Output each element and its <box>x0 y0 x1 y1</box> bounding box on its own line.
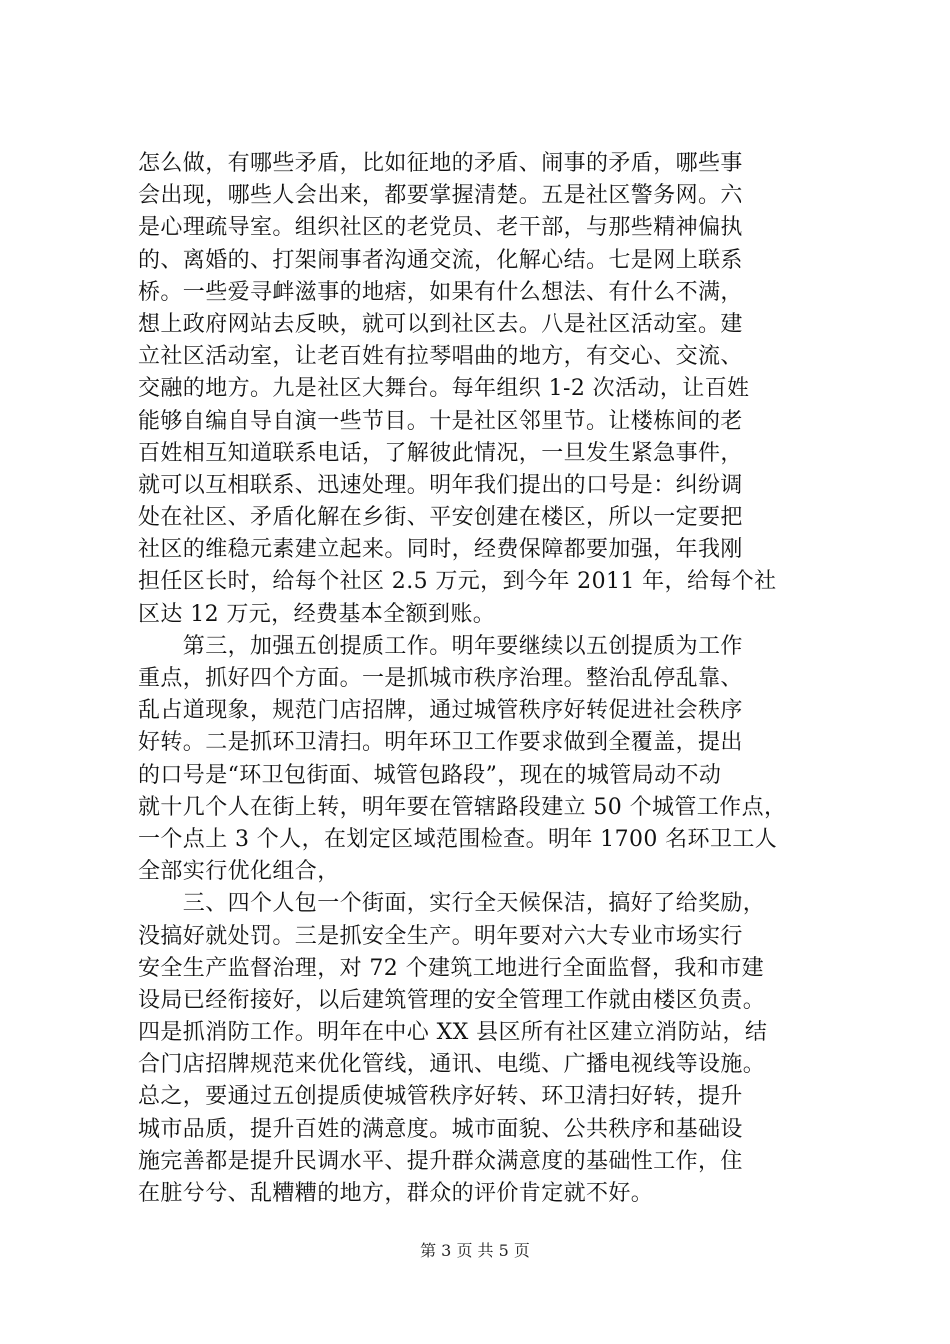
text-line: 的、离婚的、打架闹事者沟通交流，化解心结。七是网上联系 <box>138 247 743 273</box>
text-line: 四是抓消防工作。明年在中心 XX 县区所有社区建立消防站，结 <box>138 1020 768 1046</box>
text-line: 三、四个人包一个街面，实行全天候保洁，搞好了给奖励， <box>138 891 766 917</box>
text-line: 的口号是“环卫包街面、城管包路段”，现在的城管局动不动 <box>138 762 722 788</box>
text-line: 总之，要通过五创提质使城管秩序好转、环卫清扫好转，提升 <box>138 1084 743 1110</box>
document-body <box>138 148 844 1210</box>
text-line: 百姓相互知道联系电话，了解彼此情况，一旦发生紧急事件， <box>138 440 743 466</box>
text-line: 重点，抓好四个方面。一是抓城市秩序治理。整治乱停乱靠、 <box>138 666 743 691</box>
text-line: 安全生产监督治理，对 72 个建筑工地进行全面监督，我和市建 <box>138 955 764 981</box>
text-line: 一个点上 3 个人，在划定区域范围检查。明年 1700 名环卫工人 <box>138 826 778 852</box>
text-line: 能够自编自导自演一些节目。十是社区邻里节。让楼栋间的老 <box>138 408 743 434</box>
text-line: 立社区活动室，让老百姓有拉琴唱曲的地方，有交心、交流、 <box>138 344 743 370</box>
text-line: 就十几个人在街上转，明年要在管辖路段建立 50 个城管工作点， <box>138 794 787 820</box>
text-line: 在脏兮兮、乱糟糟的地方，群众的评价肯定就不好。 <box>138 1181 654 1206</box>
text-line: 怎么做，有哪些矛盾，比如征地的矛盾、闹事的矛盾，哪些事 <box>138 151 743 176</box>
text-line: 设局已经衔接好，以后建筑管理的安全管理工作就由楼区负责。 <box>138 987 766 1013</box>
text-line: 桥。一些爱寻衅滋事的地痞，如果有什么想法、有什么不满， <box>138 279 743 305</box>
text-line: 处在社区、矛盾化解在乡街、平安创建在楼区，所以一定要把 <box>138 505 743 531</box>
text-line: 担任区长时，给每个社区 2.5 万元，到今年 2011 年，给每个社 <box>138 569 777 595</box>
text-line: 区达 12 万元，经费基本全额到账。 <box>138 601 496 627</box>
text-line: 施完善都是提升民调水平、提升群众满意度的基础性工作，住 <box>138 1148 743 1174</box>
text-line: 好转。二是抓环卫清扫。明年环卫工作要求做到全覆盖，提出 <box>138 730 743 756</box>
text-line: 想上政府网站去反映，就可以到社区去。八是社区活动室。建 <box>138 311 743 337</box>
text-line: 乱占道现象，规范门店招牌，通过城管秩序好转促进社会秩序 <box>138 698 743 724</box>
text-line: 全部实行优化组合， <box>138 859 340 885</box>
text-line: 会出现，哪些人会出来，都要掌握清楚。五是社区警务网。六 <box>138 183 743 209</box>
text-line: 交融的地方。九是社区大舞台。每年组织 1-2 次活动，让百姓 <box>138 376 750 402</box>
text-line: 是心理疏导室。组织社区的老党员、老干部，与那些精神偏执 <box>138 215 743 241</box>
text-line: 没搞好就处罚。三是抓安全生产。明年要对六大专业市场实行 <box>138 923 743 949</box>
text-line: 第三，加强五创提质工作。明年要继续以五创提质为工作 <box>138 633 743 659</box>
text-line: 就可以互相联系、迅速处理。明年我们提出的口号是：纠纷调 <box>138 472 743 498</box>
text-line: 合门店招牌规范来优化管线，通讯、电缆、广播电视线等设施。 <box>138 1052 766 1078</box>
text-line: 社区的维稳元素建立起来。同时，经费保障都要加强，年我刚 <box>138 537 743 563</box>
page-number-footer: 第 3 页 共 5 页 <box>420 1241 530 1260</box>
text-line: 城市品质，提升百姓的满意度。城市面貌、公共秩序和基础设 <box>138 1116 743 1142</box>
